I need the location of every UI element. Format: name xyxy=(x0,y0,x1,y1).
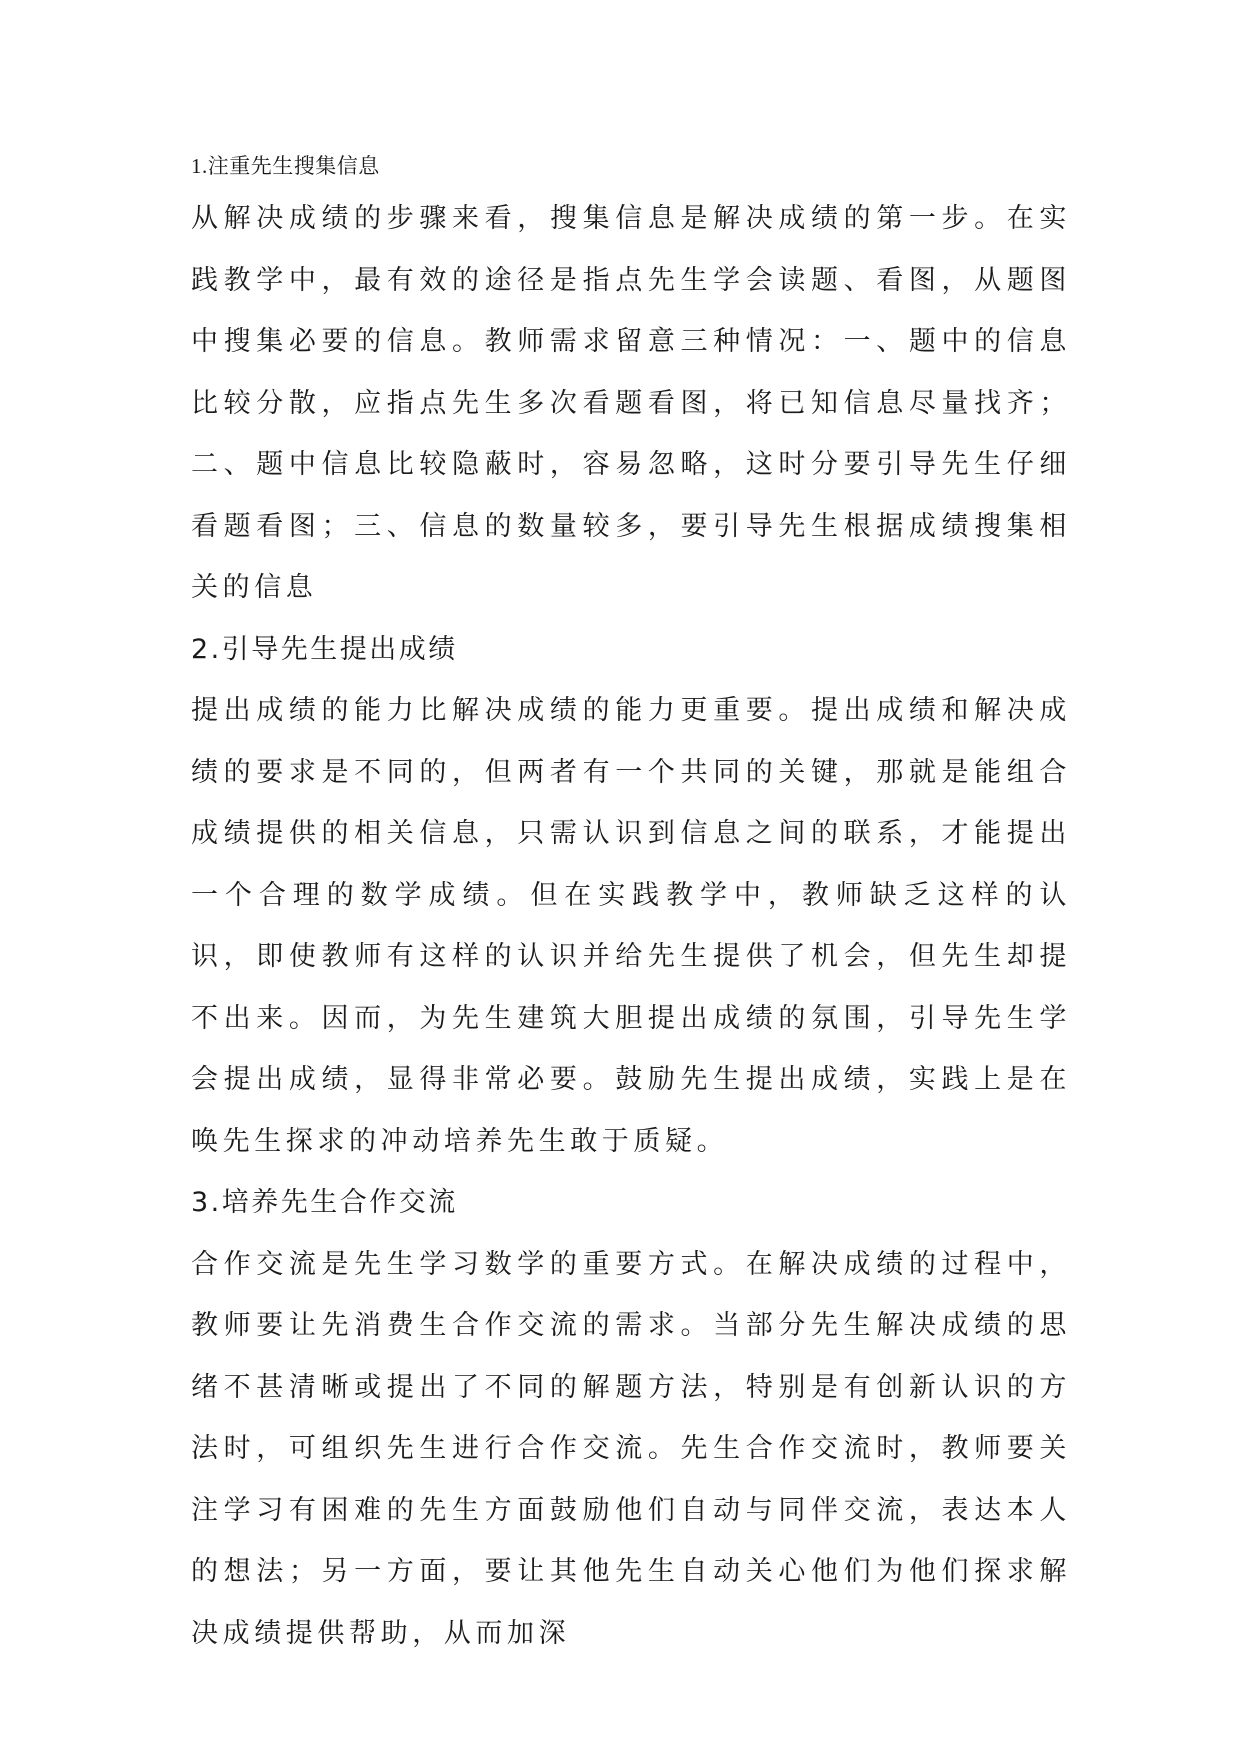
section-3-paragraph: 合作交流是先生学习数学的重要方式。在解决成绩的过程中，教师要让先消费生合作交流的需求。当部分先生解决成绩的思绪不甚清晰或提出了不同的解题方法，特别是有创新认识的方法时，可组织先生进行合作交流。先生合作交流时，教师要关注学习有困难的先生方面鼓励他们自动与同伴交流，表达本人的想法；另一方面，要让其他先生自动关心他们为他们探求解决成绩提供帮助，从而加深 xyxy=(191,1248,1071,1649)
section-1-paragraph: 从解决成绩的步骤来看，搜集信息是解决成绩的第一步。在实践教学中，最有效的途径是指点先生学会读题、看图，从题图中搜集必要的信息。教师需求留意三种情况：一、题中的信息比较分散，应指点先生多次看题看图，将已知信息尽量找齐；二、题中信息比较隐蔽时，容易忽略，这时分要引导先生仔细看题看图；三、信息的数量较多，要引导先生根据成绩搜集相关的信息 xyxy=(191,203,1071,603)
section-2-paragraph: 提出成绩的能力比解决成绩的能力更重要。提出成绩和解决成绩的要求是不同的，但两者有一个共同的关键，那就是能组合成绩提供的相关信息，只需认识到信息之间的联系，才能提出一个合理的数学成绩。但在实践教学中，教师缺乏这样的认识，即使教师有这样的认识并给先生提供了机会，但先生却提不出来。因而，为先生建筑大胆提出成绩的氛围，引导先生学会提出成绩，显得非常必要。鼓励先生提出成绩，实践上是在唤先生探求的冲动培养先生敢于质疑。 xyxy=(191,695,1071,1157)
document-content xyxy=(191,150,1071,1664)
section-2-heading: 2.引导先生提出成绩 xyxy=(191,633,458,665)
section-1-heading: 1.注重先生搜集信息 xyxy=(191,154,380,178)
section-3-heading: 3.培养先生合作交流 xyxy=(191,1187,458,1218)
